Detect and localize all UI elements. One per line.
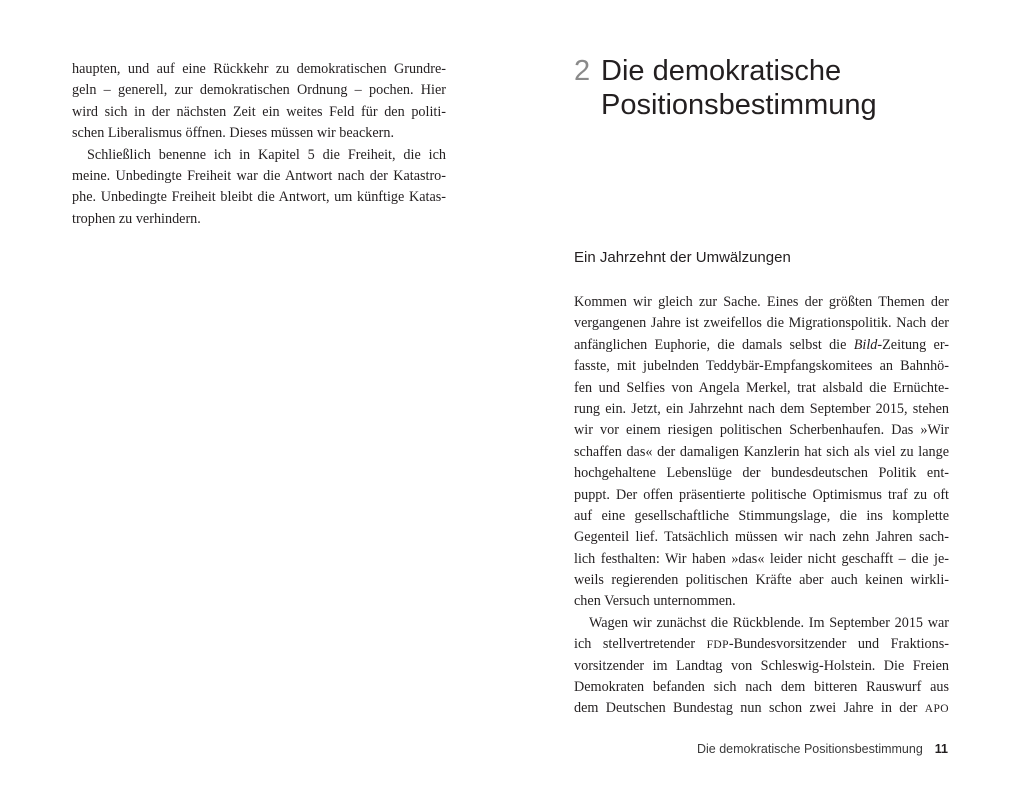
text-fragment: ich stellvertretender <box>574 636 707 653</box>
text-line: chen Versuch unternommen. <box>574 593 736 610</box>
text-line: vorsitzender im Landtag von Schleswig-Holstein. Die Freien <box>574 657 949 674</box>
right-body-text <box>574 292 949 720</box>
italic-text: Bild <box>853 336 878 353</box>
text-line: wir vor einem riesigen politischen Scherbenhaufen. Das »Wir <box>574 422 949 439</box>
running-title: Die demokratische Positionsbestimmung <box>696 742 923 756</box>
text-line: auf eine gesellschaftliche Stimmungslage, die ins komplette <box>574 507 949 524</box>
text-line: fen und Selfies von Angela Merkel, trat alsbald die Ernüchte- <box>574 379 949 396</box>
text-line: Kommen wir gleich zur Sache. Eines der größten Themen der <box>574 294 949 310</box>
text-line: geln – generell, zur demokratischen Ordnung – pochen. Hier <box>72 82 446 99</box>
text-line: weils regierenden politischen Kräfte aber auch keinen wirkli- <box>574 572 949 589</box>
page-number: 11 <box>934 742 948 756</box>
text-fragment: anfänglichen Euphorie, die damals selbst die <box>574 336 854 353</box>
chapter-title <box>574 54 877 122</box>
text-line: phe. Unbedingte Freiheit bleibt die Antwort, um künftige Katas- <box>72 189 446 206</box>
chapter-title-line1: Die demokratische <box>601 55 842 87</box>
text-line <box>574 634 949 655</box>
text-line: meine. Unbedingte Freiheit war die Antwort nach der Katastro- <box>72 167 446 184</box>
left-body-text <box>72 59 446 230</box>
text-line: wird sich in der nächsten Zeit ein weites Feld für den politi- <box>72 103 446 120</box>
section-heading: Ein Jahrzehnt der Umwälzungen <box>574 249 791 266</box>
small-caps-text: APO <box>924 703 949 716</box>
chapter-title-line2: Positionsbestimmung <box>601 89 877 121</box>
page-footer <box>697 742 948 756</box>
text-fragment: dem Deutschen Bundestag nun schon zwei Jahre in der <box>574 700 925 717</box>
right-page <box>510 0 1020 812</box>
text-line: Wagen wir zunächst die Rückblende. Im September 2015 war <box>589 614 949 631</box>
text-line: hochgehaltene Lebenslüge der bundesdeutschen Politik ent- <box>574 465 949 482</box>
text-line: haupten, und auf eine Rückkehr zu demokratischen Grundre- <box>72 61 446 77</box>
text-line: puppt. Der offen präsentierte politische Optimismus traf zu oft <box>574 486 949 503</box>
text-fragment: -Zeitung er- <box>877 336 949 353</box>
text-line: schen Liberalismus öffnen. Dieses müssen wir beackern. <box>72 125 395 142</box>
text-line: lich festhalten: Wir haben »das« leider nicht geschafft – die je- <box>574 550 949 567</box>
text-line: vergangenen Jahre ist zweifellos die Migrationspolitik. Nach der <box>574 315 949 332</box>
text-line: Gegenteil lief. Tatsächlich müssen wir nach zehn Jahren sach- <box>574 529 949 546</box>
text-line: Demokraten befanden sich nach dem bitteren Rauswurf aus <box>574 679 949 696</box>
text-line <box>574 698 949 719</box>
small-caps-text: FDP <box>706 639 729 652</box>
text-line <box>574 335 949 356</box>
chapter-number: 2 <box>574 55 591 87</box>
text-fragment: -Bundesvorsitzender und Fraktions- <box>728 636 949 653</box>
text-line: schaffen das« der damaligen Kanzlerin hat sich als viel zu lange <box>574 443 949 460</box>
text-line: Schließlich benenne ich in Kapitel 5 die Freiheit, die ich <box>87 146 446 163</box>
text-line: rung ein. Jetzt, ein Jahrzehnt nach dem September 2015, stehen <box>574 400 949 417</box>
text-line: trophen zu verhindern. <box>72 210 201 227</box>
text-line: fasste, mit jubelnden Teddybär-Empfangskomitees an Bahnhö- <box>574 358 949 375</box>
